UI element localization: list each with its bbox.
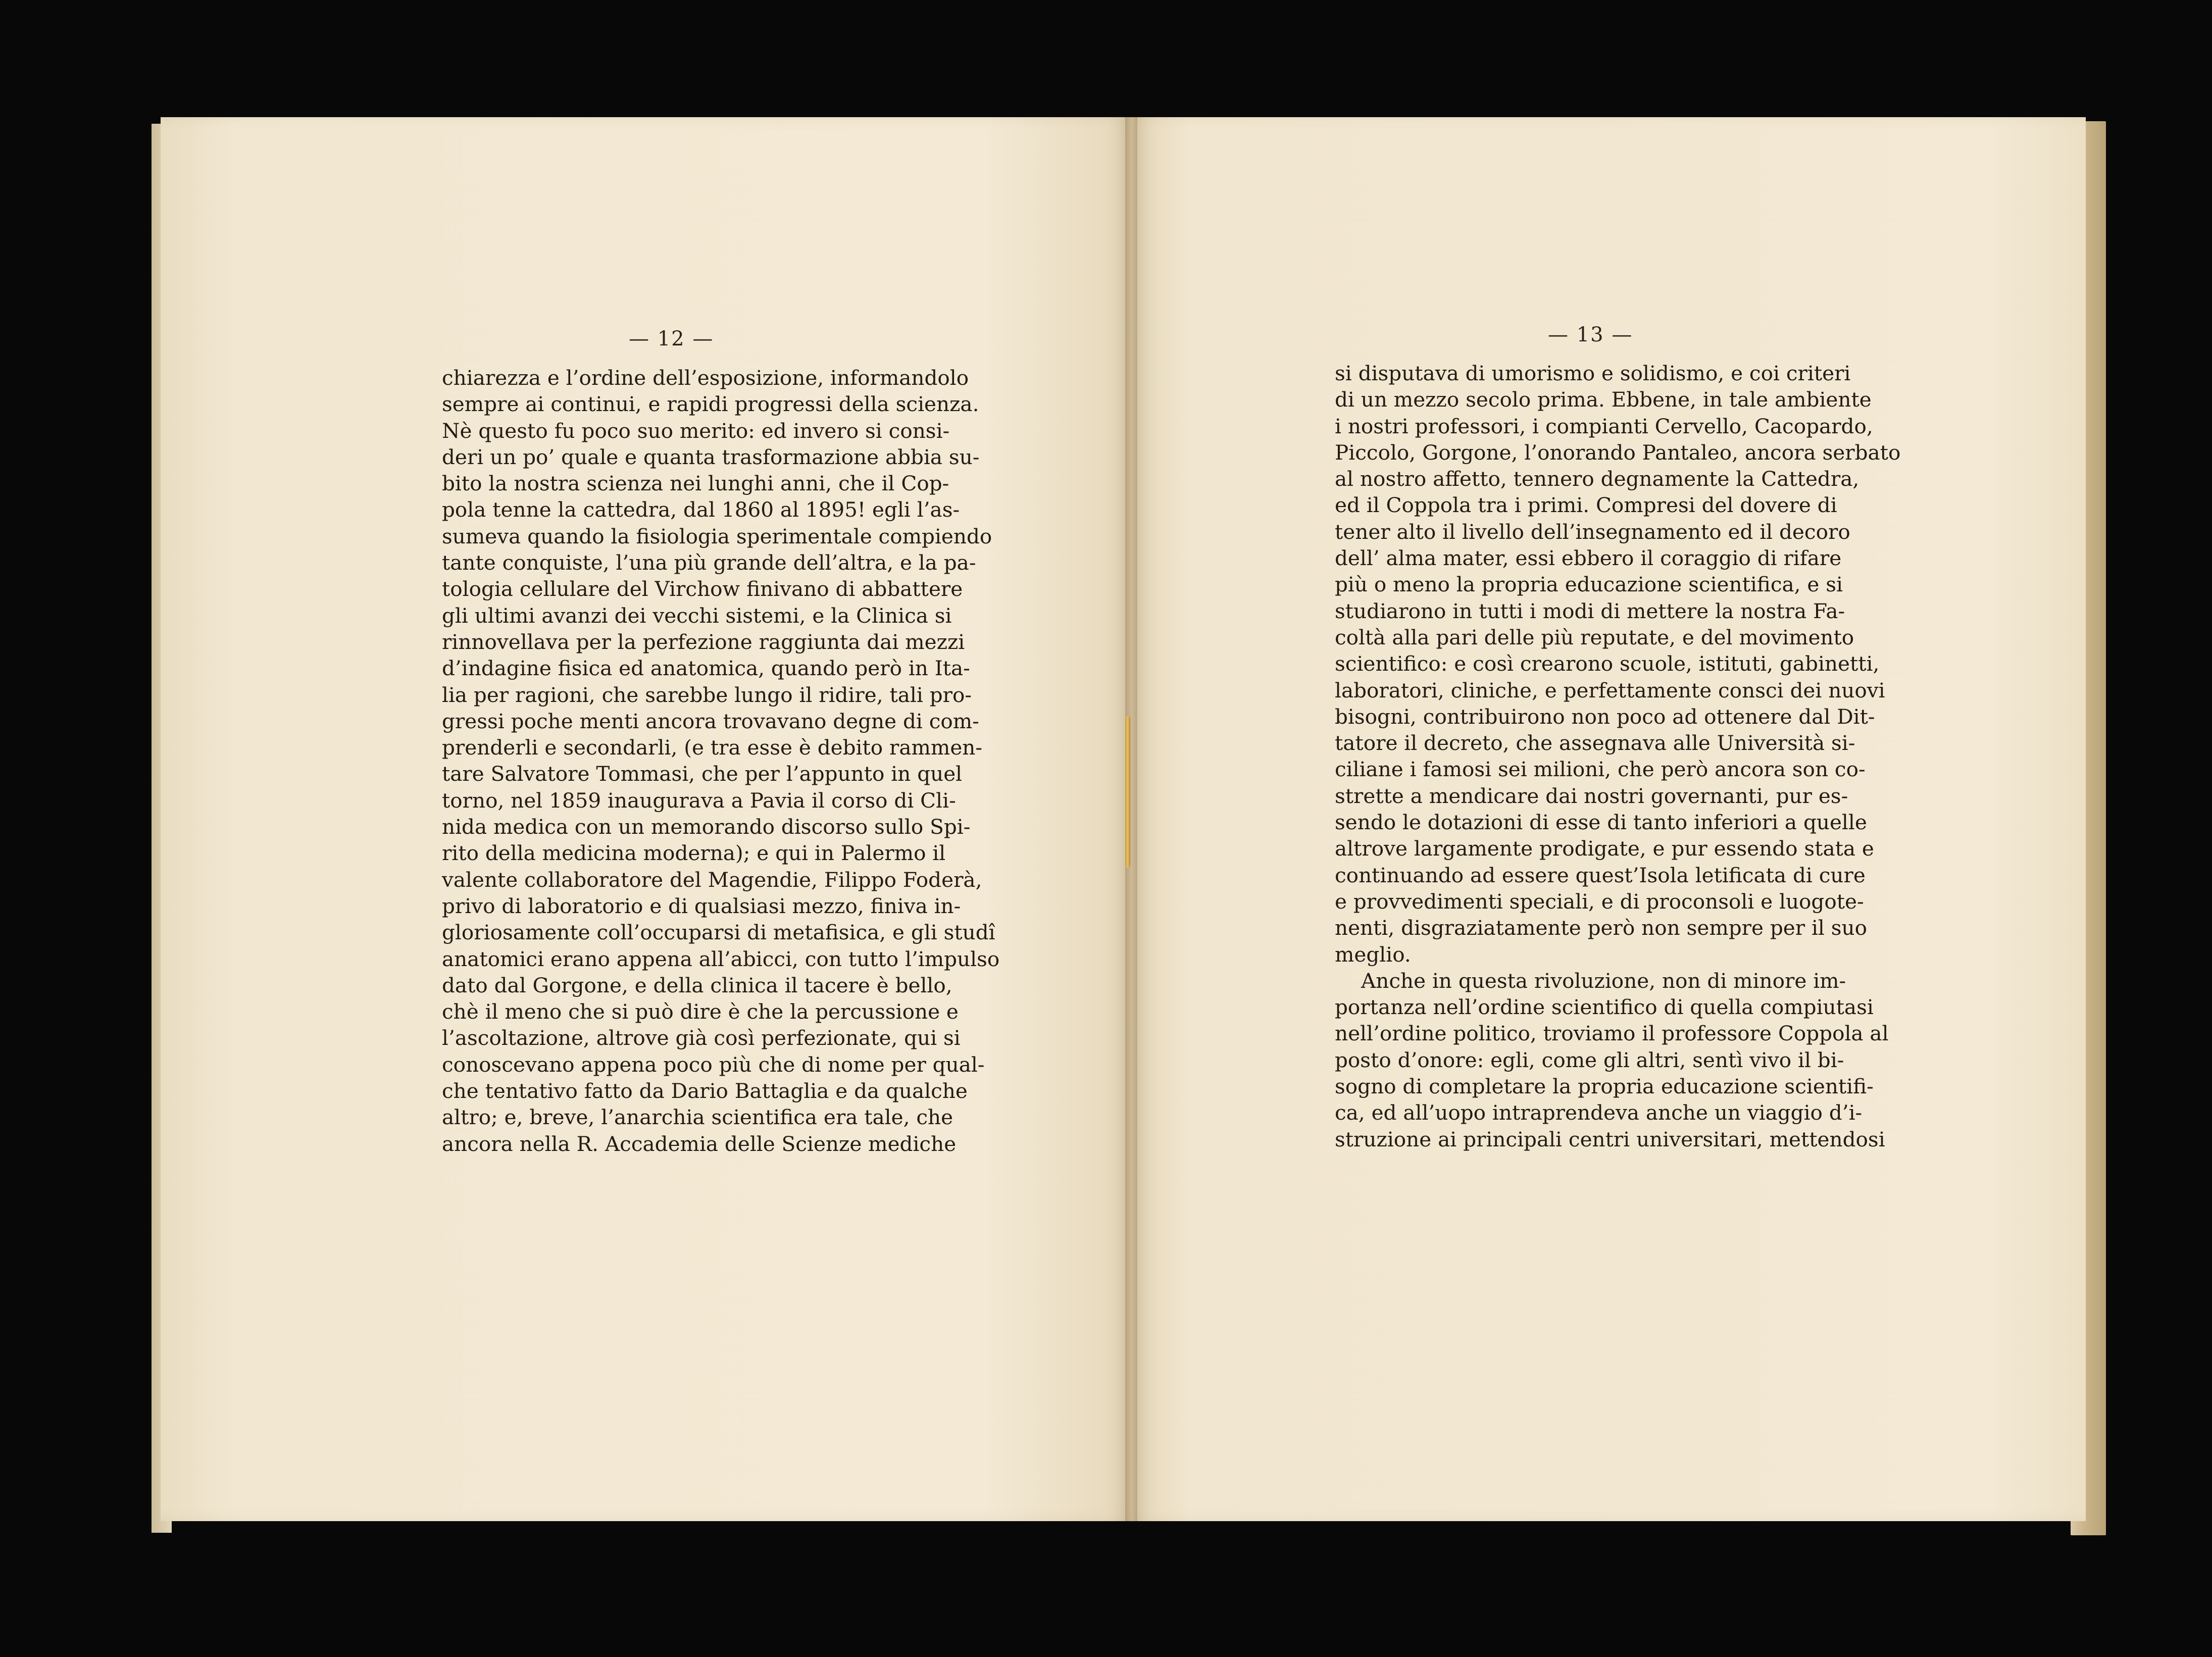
text-line: torno, nel 1859 inaugurava a Pavia il corso di Cli- xyxy=(442,788,956,813)
text-line: Anche in questa rivoluzione, non di minore im- xyxy=(1361,968,1846,993)
text-line: tante conquiste, l’una più grande dell’altra, e la pa- xyxy=(442,550,976,575)
text-line: studiarono in tutti i modi di mettere la nostra Fa- xyxy=(1335,598,1845,623)
right-page-text xyxy=(1335,360,1901,1152)
text-line: altro; e, breve, l’anarchia scientifica era tale, che xyxy=(442,1105,953,1130)
text-line: privo di laboratorio e di qualsiasi mezzo, finiva in- xyxy=(442,893,961,918)
text-line: chè il meno che si può dire è che la percussione e xyxy=(442,999,959,1024)
text-line: che tentativo fatto da Dario Battaglia e da qualche xyxy=(442,1079,968,1103)
text-line: l’ascoltazione, altrove già così perfezionate, qui si xyxy=(442,1026,961,1050)
text-line: sogno di completare la propria educazione scientifi- xyxy=(1335,1074,1874,1099)
page-number-left: — 12 — xyxy=(629,327,714,350)
binding-thread xyxy=(1125,716,1130,868)
text-line: al nostro affetto, tennero degnamente la Cattedra, xyxy=(1335,467,1859,491)
text-line: i nostri professori, i compianti Cervello, Cacopardo, xyxy=(1335,414,1873,438)
left-page-text xyxy=(442,365,1000,1157)
page-number-right: — 13 — xyxy=(1548,323,1633,346)
text-line: ca, ed all’uopo intraprendeva anche un viaggio d’i- xyxy=(1335,1100,1863,1125)
text-line: chiarezza e l’ordine dell’esposizione, informandolo xyxy=(442,366,969,390)
text-line: strette a mendicare dai nostri governanti, pur es- xyxy=(1335,783,1848,808)
text-line: anatomici erano appena all’abicci, con tutto l’impulso xyxy=(442,946,1000,971)
text-line: rinnovellava per la perfezione raggiunta dai mezzi xyxy=(442,629,965,654)
text-line: rito della medicina moderna); e qui in Palermo il xyxy=(442,841,946,866)
text-line: dato dal Gorgone, e della clinica il tacere è bello, xyxy=(442,973,952,997)
text-line: deri un po’ quale e quanta trasformazione abbia su- xyxy=(442,444,980,469)
text-line: valente collaboratore del Magendie, Filippo Foderà, xyxy=(442,867,982,892)
text-line: lia per ragioni, che sarebbe lungo il ridire, tali pro- xyxy=(442,682,972,707)
text-line: laboratori, cliniche, e perfettamente consci dei nuovi xyxy=(1335,678,1885,702)
text-line: d’indagine fisica ed anatomica, quando però in Ita- xyxy=(442,656,970,681)
text-line: sempre ai continui, e rapidi progressi della scienza. xyxy=(442,392,979,417)
text-line: prenderli e secondarli, (e tra esse è debito rammen- xyxy=(442,735,983,760)
text-line: nenti, disgraziatamente però non sempre per il suo xyxy=(1335,916,1868,940)
text-line: sumeva quando la fisiologia sperimentale compiendo xyxy=(442,524,992,548)
text-line: altrove largamente prodigate, e pur essendo stata e xyxy=(1335,836,1874,861)
text-line: scientifico: e così crearono scuole, istituti, gabinetti, xyxy=(1335,651,1880,676)
text-line: tener alto il livello dell’insegnamento ed il decoro xyxy=(1335,519,1850,544)
text-line: meglio. xyxy=(1335,942,1411,967)
text-line: sendo le dotazioni di esse di tanto inferiori a quelle xyxy=(1335,810,1867,835)
text-line: portanza nell’ordine scientifico di quella compiutasi xyxy=(1335,995,1874,1020)
text-line: si disputava di umorismo e solidismo, e coi criteri xyxy=(1335,361,1851,385)
text-line: pola tenne la cattedra, dal 1860 al 1895! egli l’as- xyxy=(442,497,960,522)
text-line: ancora nella R. Accademia delle Scienze mediche xyxy=(442,1131,957,1156)
text-line: nida medica con un memorando discorso sullo Spi- xyxy=(442,815,971,839)
text-line: conoscevano appena poco più che di nome per qual- xyxy=(442,1052,985,1077)
text-line: nell’ordine politico, troviamo il professore Coppola al xyxy=(1335,1021,1889,1046)
text-line: struzione ai principali centri universitari, mettendosi xyxy=(1335,1127,1885,1151)
text-line: gli ultimi avanzi dei vecchi sistemi, e la Clinica si xyxy=(442,603,952,628)
text-line: bisogni, contribuirono non poco ad ottenere dal Dit- xyxy=(1335,704,1875,729)
text-line: ed il Coppola tra i primi. Compresi del dovere di xyxy=(1335,493,1837,518)
text-line: Piccolo, Gorgone, l’onorando Pantaleo, ancora serbato xyxy=(1335,440,1901,465)
text-line: di un mezzo secolo prima. Ebbene, in tale ambiente xyxy=(1335,387,1872,412)
text-line: Nè questo fu poco suo merito: ed invero si consi- xyxy=(442,418,950,443)
text-line: gloriosamente coll’occuparsi di metafisica, e gli studî xyxy=(442,920,995,945)
text-line: più o meno la propria educazione scientifica, e si xyxy=(1335,572,1843,597)
text-line: coltà alla pari delle più reputate, e del movimento xyxy=(1335,625,1854,649)
text-line: dell’ alma mater, essi ebbero il coraggio di rifare xyxy=(1335,546,1842,571)
text-line: gressi poche menti ancora trovavano degne di com- xyxy=(442,709,979,733)
text-line: continuando ad essere quest’Isola letificata di cure xyxy=(1335,863,1866,887)
text-line: ciliane i famosi sei milioni, che però ancora son co- xyxy=(1335,757,1866,782)
text-line: posto d’onore: egli, come gli altri, sentì vivo il bi- xyxy=(1335,1047,1844,1072)
text-line: tologia cellulare del Virchow finivano di abbattere xyxy=(442,577,963,601)
text-line: e provvedimenti speciali, e di proconsoli e luogote- xyxy=(1335,889,1864,914)
text-line: tatore il decreto, che assegnava alle Università si- xyxy=(1335,731,1855,756)
text-line: tare Salvatore Tommasi, che per l’appunto in quel xyxy=(442,762,963,786)
text-line: bito la nostra scienza nei lunghi anni, che il Cop- xyxy=(442,471,949,496)
